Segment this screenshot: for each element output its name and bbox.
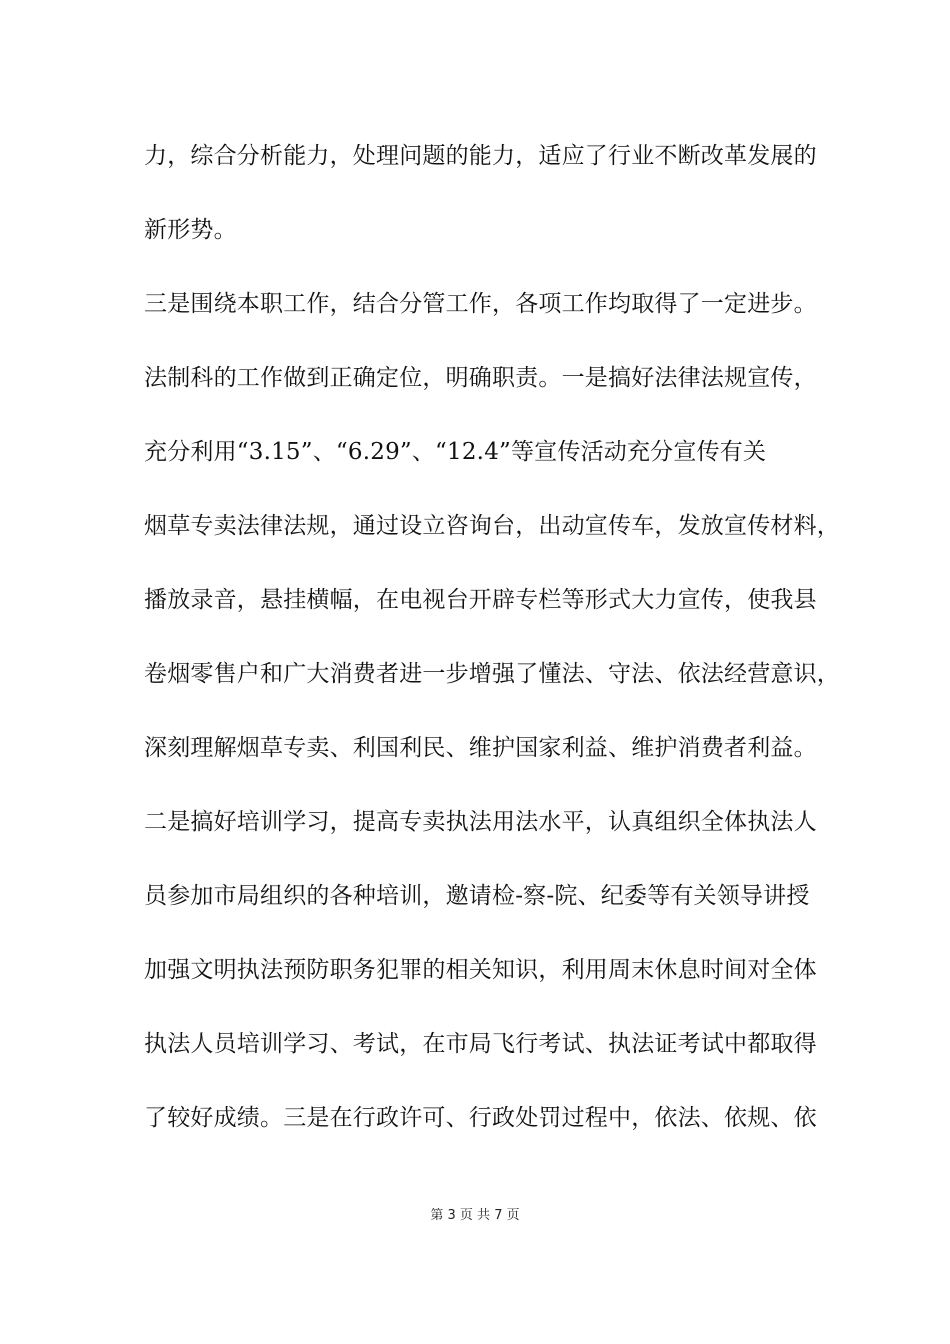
body-line-9: 深刻理解烟草专卖、利国利民、维护国家利益、维护消费者利益。 [144, 735, 817, 761]
body-line-11: 员参加市局组织的各种培训，邀请检-察-院、纪委等有关领导讲授 [144, 883, 810, 909]
body-line-3: 三是围绕本职工作，结合分管工作，各项工作均取得了一定进步。 [144, 291, 817, 317]
body-line-7: 播放录音，悬挂横幅，在电视台开辟专栏等形式大力宣传，使我县 [144, 587, 817, 613]
body-line-8: 卷烟零售户和广大消费者进一步增强了懂法、守法、依法经营意识， [144, 661, 840, 687]
body-line-1: 力，综合分析能力，处理问题的能力，适应了行业不断改革发展的 [144, 143, 817, 169]
body-line-14: 了较好成绩。三是在行政许可、行政处罚过程中，依法、依规、依 [144, 1105, 817, 1131]
body-line-4: 法制科的工作做到正确定位，明确职责。一是搞好法律法规宣传， [144, 365, 817, 391]
body-line-10: 二是搞好培训学习，提高专卖执法用法水平，认真组织全体执法人 [144, 809, 817, 835]
page-number-footer: 第 3 页 共 7 页 [430, 1208, 520, 1223]
body-line-2: 新形势。 [144, 217, 237, 243]
body-line-5: 充分利用“3.15”、“6.29”、“12.4”等宣传活动充分宣传有关 [144, 439, 767, 465]
body-line-12: 加强文明执法预防职务犯罪的相关知识，利用周末休息时间对全体 [144, 957, 817, 983]
body-line-6: 烟草专卖法律法规，通过设立咨询台，出动宣传车，发放宣传材料， [144, 513, 840, 539]
body-line-13: 执法人员培训学习、考试，在市局飞行考试、执法证考试中都取得 [144, 1031, 817, 1057]
